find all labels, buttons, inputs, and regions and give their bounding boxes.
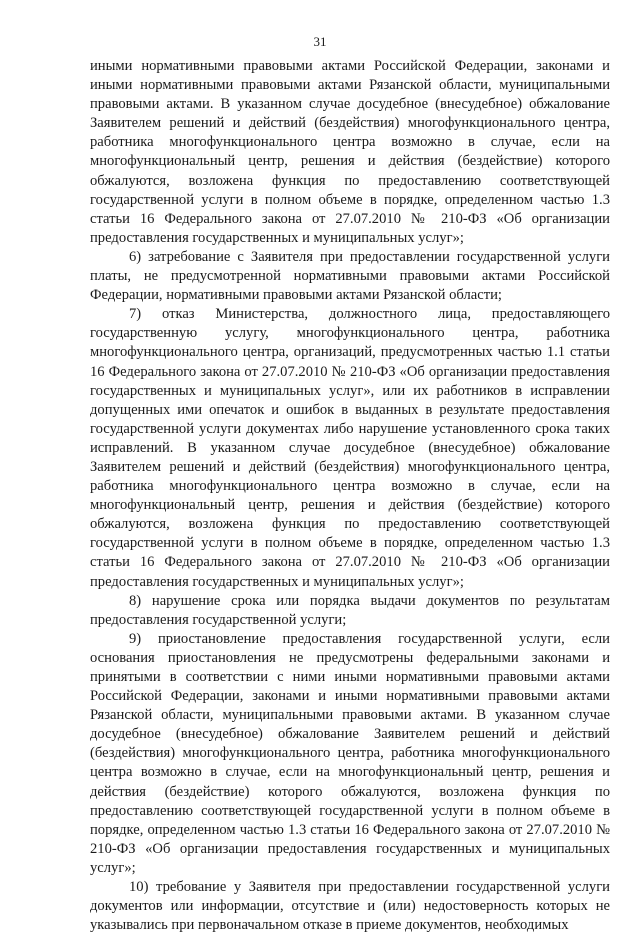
paragraph-item-6: 6) затребование с Заявителя при предоставлении государственной услуги платы, не предусмотренной нормативными правовыми актами Российской Федерации, нормативными правовыми актами Рязанской области; [90, 248, 610, 304]
paragraph-item-7: 7) отказ Министерства, должностного лица, предоставляющего государственную услугу, многофункционального центра, работника многофункционального центра, организаций, предусмотренных частью 1.1 статьи 16 Федерального закона от 27.07.2010 № 210-ФЗ «Об организации предоставления государственных и муниципальных услуг», или их работников в исправлении допущенных ими опечаток и ошибок в выданных в результате предоставления государственной услуги документах либо нарушение установленного срока таких исправлений. В указанном случае досудебное (внесудебное) обжалование Заявителем решений и действий (бездействия) многофункционального центра, работника многофункционального центра возможно в случае, если на многофункциональный центр, решения и действия (бездействие) которого обжалуются, возложена функция по предоставлению соответствующей государственной услуги в полном объеме в порядке, определенном частью 1.3 статьи 16 Федерального закона от 27.07.2010 № 210-ФЗ «Об организации предоставления государственных и муниципальных услуг»; [90, 306, 610, 590]
page-number: 31 [313, 34, 327, 49]
paragraph-item-8: 8) нарушение срока или порядка выдачи документов по результатам предоставления государственной услуги; [90, 592, 610, 628]
paragraph-item-9: 9) приостановление предоставления государственной услуги, если основания приостановления не предусмотрены федеральными законами и принятыми в соответствии с ними иными нормативными правовыми актами Российской Федерации, законами и иными нормативными правовыми актами Рязанской области, муниципальными правовыми актами. В указанном случае досудебное (внесудебное) обжалование Заявителем решений и действий (бездействия) многофункционального центра, работника многофункционального центра возможно в случае, если на многофункциональный центр, решения и действия (бездействие) которого обжалуются, возложена функция по предоставлению соответствующей государственной услуги в полном объеме в порядке, определенном частью 1.3 статьи 16 Федерального закона от 27.07.2010 № 210-ФЗ «Об организации предоставления государственных и муниципальных услуг»; [90, 630, 610, 876]
paragraph-item-10: 10) требование у Заявителя при предоставлении государственной услуги документов или информации, отсутствие и (или) недостоверность которых не указывались при первоначальном отказе в приеме документов, необходимых [90, 879, 610, 934]
document-body [90, 57, 610, 935]
paragraph-continuation: иными нормативными правовыми актами Российской Федерации, законами и иными нормативными правовыми актами Рязанской области, муниципальными правовыми актами. В указанном случае досудебное (внесудебное) обжалование Заявителем решений и действий (бездействия) многофункционального центра, работника многофункционального центра возможно в случае, если на многофункциональный центр, решения и действия (бездействие) которого обжалуются, возложена функция по предоставлению соответствующей государственной услуги в полном объеме в порядке, определенном частью 1.3 статьи 16 Федерального закона от 27.07.2010 № 210-ФЗ «Об организации предоставления государственных и муниципальных услуг»; [90, 58, 610, 246]
